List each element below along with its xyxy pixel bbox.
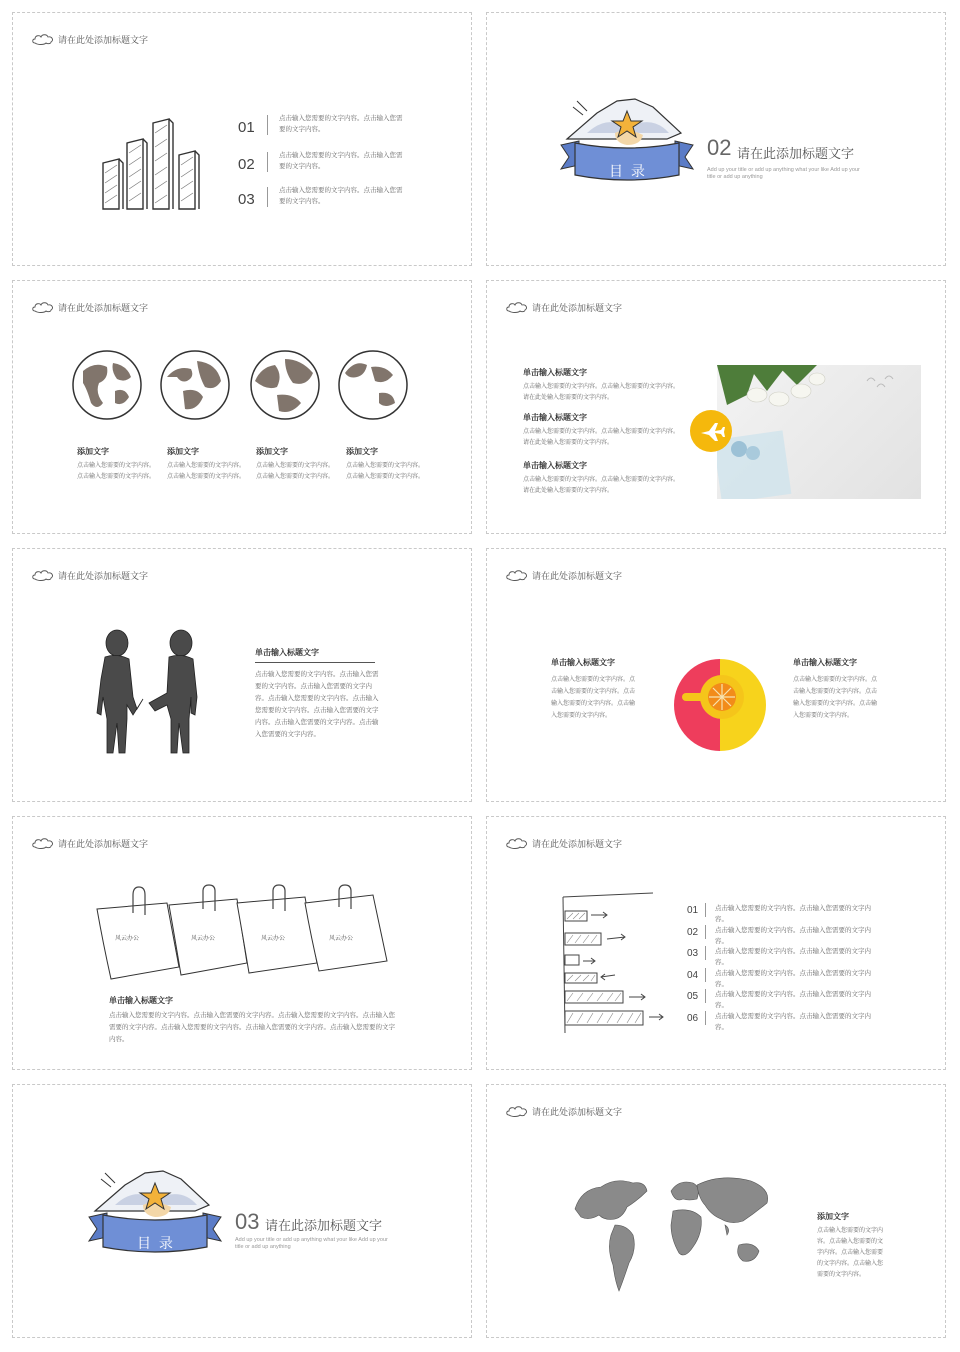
- item-number: 03: [238, 191, 255, 208]
- item-number: 03: [687, 948, 699, 959]
- header-title: 请在此处添加标题文字: [58, 570, 149, 581]
- slide-1: [12, 12, 472, 266]
- item-number: 02: [687, 927, 699, 938]
- cloud-icon: [31, 568, 55, 582]
- slide-4: [486, 280, 946, 534]
- item-title: 添加文字: [256, 447, 288, 456]
- slide-header: [31, 31, 148, 47]
- slide-header: [31, 835, 148, 851]
- item-text: 点击输入您需要的文字内容。点击输入您需要的文字内容。: [346, 463, 425, 480]
- item-text: 点击输入您需要的文字内容。点击输入您需要的文字内容。: [279, 152, 403, 170]
- item-text: 点击输入您需要的文字内容。点击输入您需要的文字内容。: [715, 1013, 871, 1031]
- item-text: 点击输入您需要的文字内容。点击输入您需要的文字内容。: [256, 463, 335, 480]
- slide-header: [505, 835, 622, 851]
- globe-sketch-icon: [157, 347, 233, 423]
- slide-5: [12, 548, 472, 802]
- item-text: 点击输入您需要的文字内容。点击输入您需要的文字内容。: [279, 187, 403, 205]
- item-title: 添加文字: [346, 447, 378, 456]
- right-title: 单击输入标题文字: [793, 658, 857, 667]
- content-text: 点击输入您需要的文字内容。点击输入您需要的文字内容。点击输入您需要的文字内容。点击输入您需要的文字内容。点击输入您需要的文字内容。点击输入您需要的文字内容。点击输入您需要的文字内容。: [109, 1012, 395, 1043]
- item-text: 点击输入您需要的文字内容。点击输入您需要的文字内容。: [167, 463, 246, 480]
- item-text: 点击输入您需要的文字内容。点击输入您需要的文字内容。请在此处输入您需要的文字内容。: [523, 429, 680, 446]
- header-title: 请在此处添加标题文字: [532, 1106, 623, 1117]
- header-title: 请在此处添加标题文字: [58, 838, 149, 849]
- slide-header: [505, 1103, 622, 1119]
- header-title: 请在此处添加标题文字: [532, 570, 623, 581]
- item-title: 添加文字: [167, 447, 199, 456]
- slide-9: [12, 1084, 472, 1338]
- cloud-icon: [505, 568, 529, 582]
- globe-sketch-icon: [69, 347, 145, 423]
- two-people-sketch-icon: [93, 627, 203, 761]
- item-text: 点击输入您需要的文字内容。点击输入您需要的文字内容。: [715, 991, 871, 1009]
- slide-header: [505, 567, 622, 583]
- header-title: 请在此处添加标题文字: [532, 838, 623, 849]
- cloud-icon: [505, 300, 529, 314]
- cloud-icon: [31, 300, 55, 314]
- content-title: 单击输入标题文字: [109, 996, 173, 1005]
- left-text: 点击输入您需要的文字内容。点击输入您需要的文字内容。点击输入您需要的文字内容。点击输入您需要的文字内容。: [551, 677, 636, 719]
- header-title: 请在此处添加标题文字: [532, 302, 623, 313]
- section-title: 请在此添加标题文字: [265, 1218, 383, 1233]
- item-text: 点击输入您需要的文字内容。点击输入您需要的文字内容。: [77, 463, 156, 480]
- item-text: 点击输入您需要的文字内容。点击输入您需要的文字内容。: [715, 970, 871, 988]
- airplane-icon: [689, 409, 733, 453]
- section-subtitle: Add up your title or add up anything what your like Add up your title or add up anything: [235, 1237, 388, 1250]
- note-label: 风云办公: [191, 936, 216, 942]
- slide-6: [486, 548, 946, 802]
- item-number: 06: [687, 1013, 699, 1024]
- content-title: 添加文字: [817, 1212, 849, 1221]
- slide-header: [31, 299, 148, 315]
- tulip-photo: [717, 365, 921, 499]
- content-text: 点击输入您需要的文字内容。点击输入您需要的文字内容。点击输入您需要的文字内容。点击输入您需要的文字内容。: [817, 1228, 884, 1278]
- note-label: 风云办公: [329, 936, 354, 942]
- item-text: 点击输入您需要的文字内容。点击输入您需要的文字内容。: [279, 115, 403, 133]
- item-number: 01: [687, 905, 699, 916]
- bar-chart-sketch-icon: [99, 113, 205, 213]
- item-number: 04: [687, 970, 699, 981]
- cloud-icon: [31, 836, 55, 850]
- item-number: 05: [687, 991, 699, 1002]
- item-number: 02: [238, 156, 255, 173]
- slide-8: [486, 816, 946, 1070]
- section-number: 02: [707, 135, 732, 160]
- section-subtitle: Add up your title or add up anything what your like Add up your title or add up anything: [707, 167, 860, 180]
- header-title: 请在此处添加标题文字: [58, 302, 149, 313]
- slide-3: [12, 280, 472, 534]
- badge-label: 目 录: [609, 163, 647, 179]
- right-text: 点击输入您需要的文字内容。点击输入您需要的文字内容。点击输入您需要的文字内容。点击输入您需要的文字内容。: [793, 677, 878, 719]
- badge-label: 目 录: [137, 1235, 175, 1251]
- world-map-sketch: [571, 1169, 777, 1299]
- lemon-tea-photo: [672, 657, 768, 753]
- item-text: 点击输入您需要的文字内容。点击输入您需要的文字内容。: [715, 927, 871, 945]
- cloud-icon: [505, 1104, 529, 1118]
- content-title: 单击输入标题文字: [255, 648, 319, 657]
- section-number: 03: [235, 1209, 260, 1234]
- horizontal-bar-sketch: [553, 887, 673, 1037]
- slide-header: [505, 299, 622, 315]
- globe-sketch-icon: [335, 347, 411, 423]
- globe-sketch-icon: [247, 347, 323, 423]
- content-text: 点击输入您需要的文字内容。点击输入您需要的文字内容。点击输入您需要的文字内容。点击输入您需要的文字内容。点击输入您需要的文字内容。点击输入您需要的文字内容。点击输入您需要的文字内容。点击输入您需要的文字内容。: [255, 671, 379, 738]
- left-title: 单击输入标题文字: [551, 658, 615, 667]
- slide-10: [486, 1084, 946, 1338]
- slide-header: [31, 567, 148, 583]
- slide-2: [486, 12, 946, 266]
- cloud-icon: [31, 32, 55, 46]
- note-label: 风云办公: [115, 936, 140, 942]
- item-text: 点击输入您需要的文字内容。点击输入您需要的文字内容。: [715, 948, 871, 966]
- slide-7: [12, 816, 472, 1070]
- item-text: 点击输入您需要的文字内容。点击输入您需要的文字内容。请在此处输入您需要的文字内容。: [523, 477, 680, 494]
- item-number: 01: [238, 119, 255, 136]
- item-title: 单击输入标题文字: [523, 413, 587, 422]
- header-title: 请在此处添加标题文字: [58, 34, 149, 45]
- item-title: 单击输入标题文字: [523, 368, 587, 377]
- item-text: 点击输入您需要的文字内容。点击输入您需要的文字内容。请在此处输入您需要的文字内容。: [523, 384, 680, 401]
- item-title: 添加文字: [77, 447, 109, 456]
- item-title: 单击输入标题文字: [523, 461, 587, 470]
- item-text: 点击输入您需要的文字内容。点击输入您需要的文字内容。: [715, 905, 871, 923]
- section-title: 请在此添加标题文字: [737, 146, 855, 161]
- cloud-icon: [505, 836, 529, 850]
- note-label: 风云办公: [261, 936, 286, 942]
